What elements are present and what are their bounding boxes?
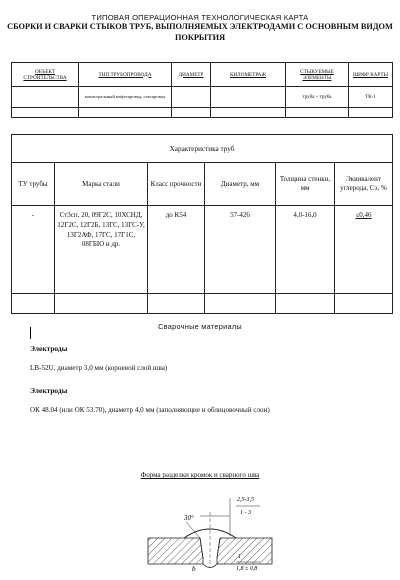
pipe-value-steel-grade: Ст3сп, 20, 09Г2С, 10ХСНД, 12Г2С, 12Г2Б, 13ГС, 13ГС-У, 13Г2АФ, 17ГС, 17Г1С, 08ГБЮ и др.	[55, 206, 148, 294]
electrodes-label-root: Электроды	[30, 344, 68, 353]
meta-header-mileage: КИЛОМЕТРАЖ	[211, 63, 286, 87]
meta-header-card-code: ШИФР КАРТЫ	[349, 63, 393, 87]
top-dimension-label: 2,5-3,5	[237, 497, 254, 503]
meta-value-row	[12, 87, 393, 108]
pipe-header-steel-grade: Марка стали	[55, 163, 148, 206]
welding-materials-heading: Сварочные материалы	[158, 322, 242, 331]
pipe-header-tu: ТУ трубы	[12, 163, 55, 206]
pipe-empty-row	[12, 294, 393, 314]
gap-label: b	[192, 565, 196, 572]
side-dimension-label: 1 - 3	[240, 510, 251, 516]
meta-value-mileage	[211, 87, 286, 108]
meta-header-row	[12, 63, 393, 87]
pipe-table-header-row	[12, 163, 393, 206]
electrodes-text-root: LB-52U, диаметр 3,0 мм (корневой слой шва)	[30, 364, 168, 372]
pipe-data-row	[12, 206, 393, 294]
pipe-value-strength-class: до К54	[148, 206, 205, 294]
pipe-header-diameter: Диаметр, мм	[205, 163, 276, 206]
meta-value-pipeline-type: магистральный нефтепровод, газопровод	[79, 87, 172, 108]
meta-value-diameter	[172, 87, 211, 108]
pipe-header-strength-class: Класс прочности	[148, 163, 205, 206]
pipe-characteristics-table	[11, 134, 393, 314]
angle-label: 30°	[184, 514, 194, 522]
pipe-value-carbon-equivalent: ≤0,46	[335, 206, 393, 294]
root-label: 1	[238, 554, 241, 560]
document-subtitle: ТИПОВАЯ ОПЕРАЦИОННАЯ ТЕХНОЛОГИЧЕСКАЯ КАРТА	[91, 13, 309, 22]
pipe-header-carbon-equivalent: Эквивалент углерода, Сэ, %	[335, 163, 393, 206]
pipe-value-tu: -	[12, 206, 55, 294]
left-plate	[148, 538, 203, 564]
meta-header-diameter: ДИАМЕТР	[172, 63, 211, 87]
groove-form-heading: Форма разделки кромок и сварного шва	[140, 471, 260, 479]
weld-groove-drawing	[140, 492, 280, 572]
meta-header-pipeline-type: ТИП ТРУБОПРОВОДА	[79, 63, 172, 87]
meta-value-joined-elements: труба + труба	[286, 87, 349, 108]
pipe-value-diameter: 57-426	[205, 206, 276, 294]
pipe-table-title: Характеристика труб	[12, 135, 393, 163]
meta-value-object	[12, 87, 79, 108]
electrodes-text-fill: ОК 48.04 (или ОК 53.70), диаметр 4,0 мм (заполняющие и облицовочный слои)	[30, 406, 270, 414]
bottom-dimension-label: 1,8 ± 0,8	[236, 566, 258, 572]
pipe-value-wall-thickness: 4,0-16,0	[276, 206, 335, 294]
card-meta-table	[11, 62, 393, 118]
meta-empty-row	[12, 108, 393, 118]
pipe-header-wall-thickness: Толщина стенки, мм	[276, 163, 335, 206]
meta-value-card-code: ТК-1	[349, 87, 393, 108]
electrodes-label-fill: Электроды	[30, 386, 68, 395]
pipe-table-title-row	[12, 135, 393, 163]
meta-header-object: ОБЪЕКТ СТРОИТЕЛЬСТВА	[12, 63, 79, 87]
meta-header-joined-elements: СТЫКУЕМЫЕ ЭЛЕМЕНТЫ	[286, 63, 349, 87]
right-plate	[217, 538, 272, 564]
document-title: СБОРКИ И СВАРКИ СТЫКОВ ТРУБ, ВЫПОЛНЯЕМЫХ ЭЛЕКТРОДАМИ С ОСНОВНЫМ ВИДОМ ПОКРЫТИЯ	[7, 22, 393, 42]
